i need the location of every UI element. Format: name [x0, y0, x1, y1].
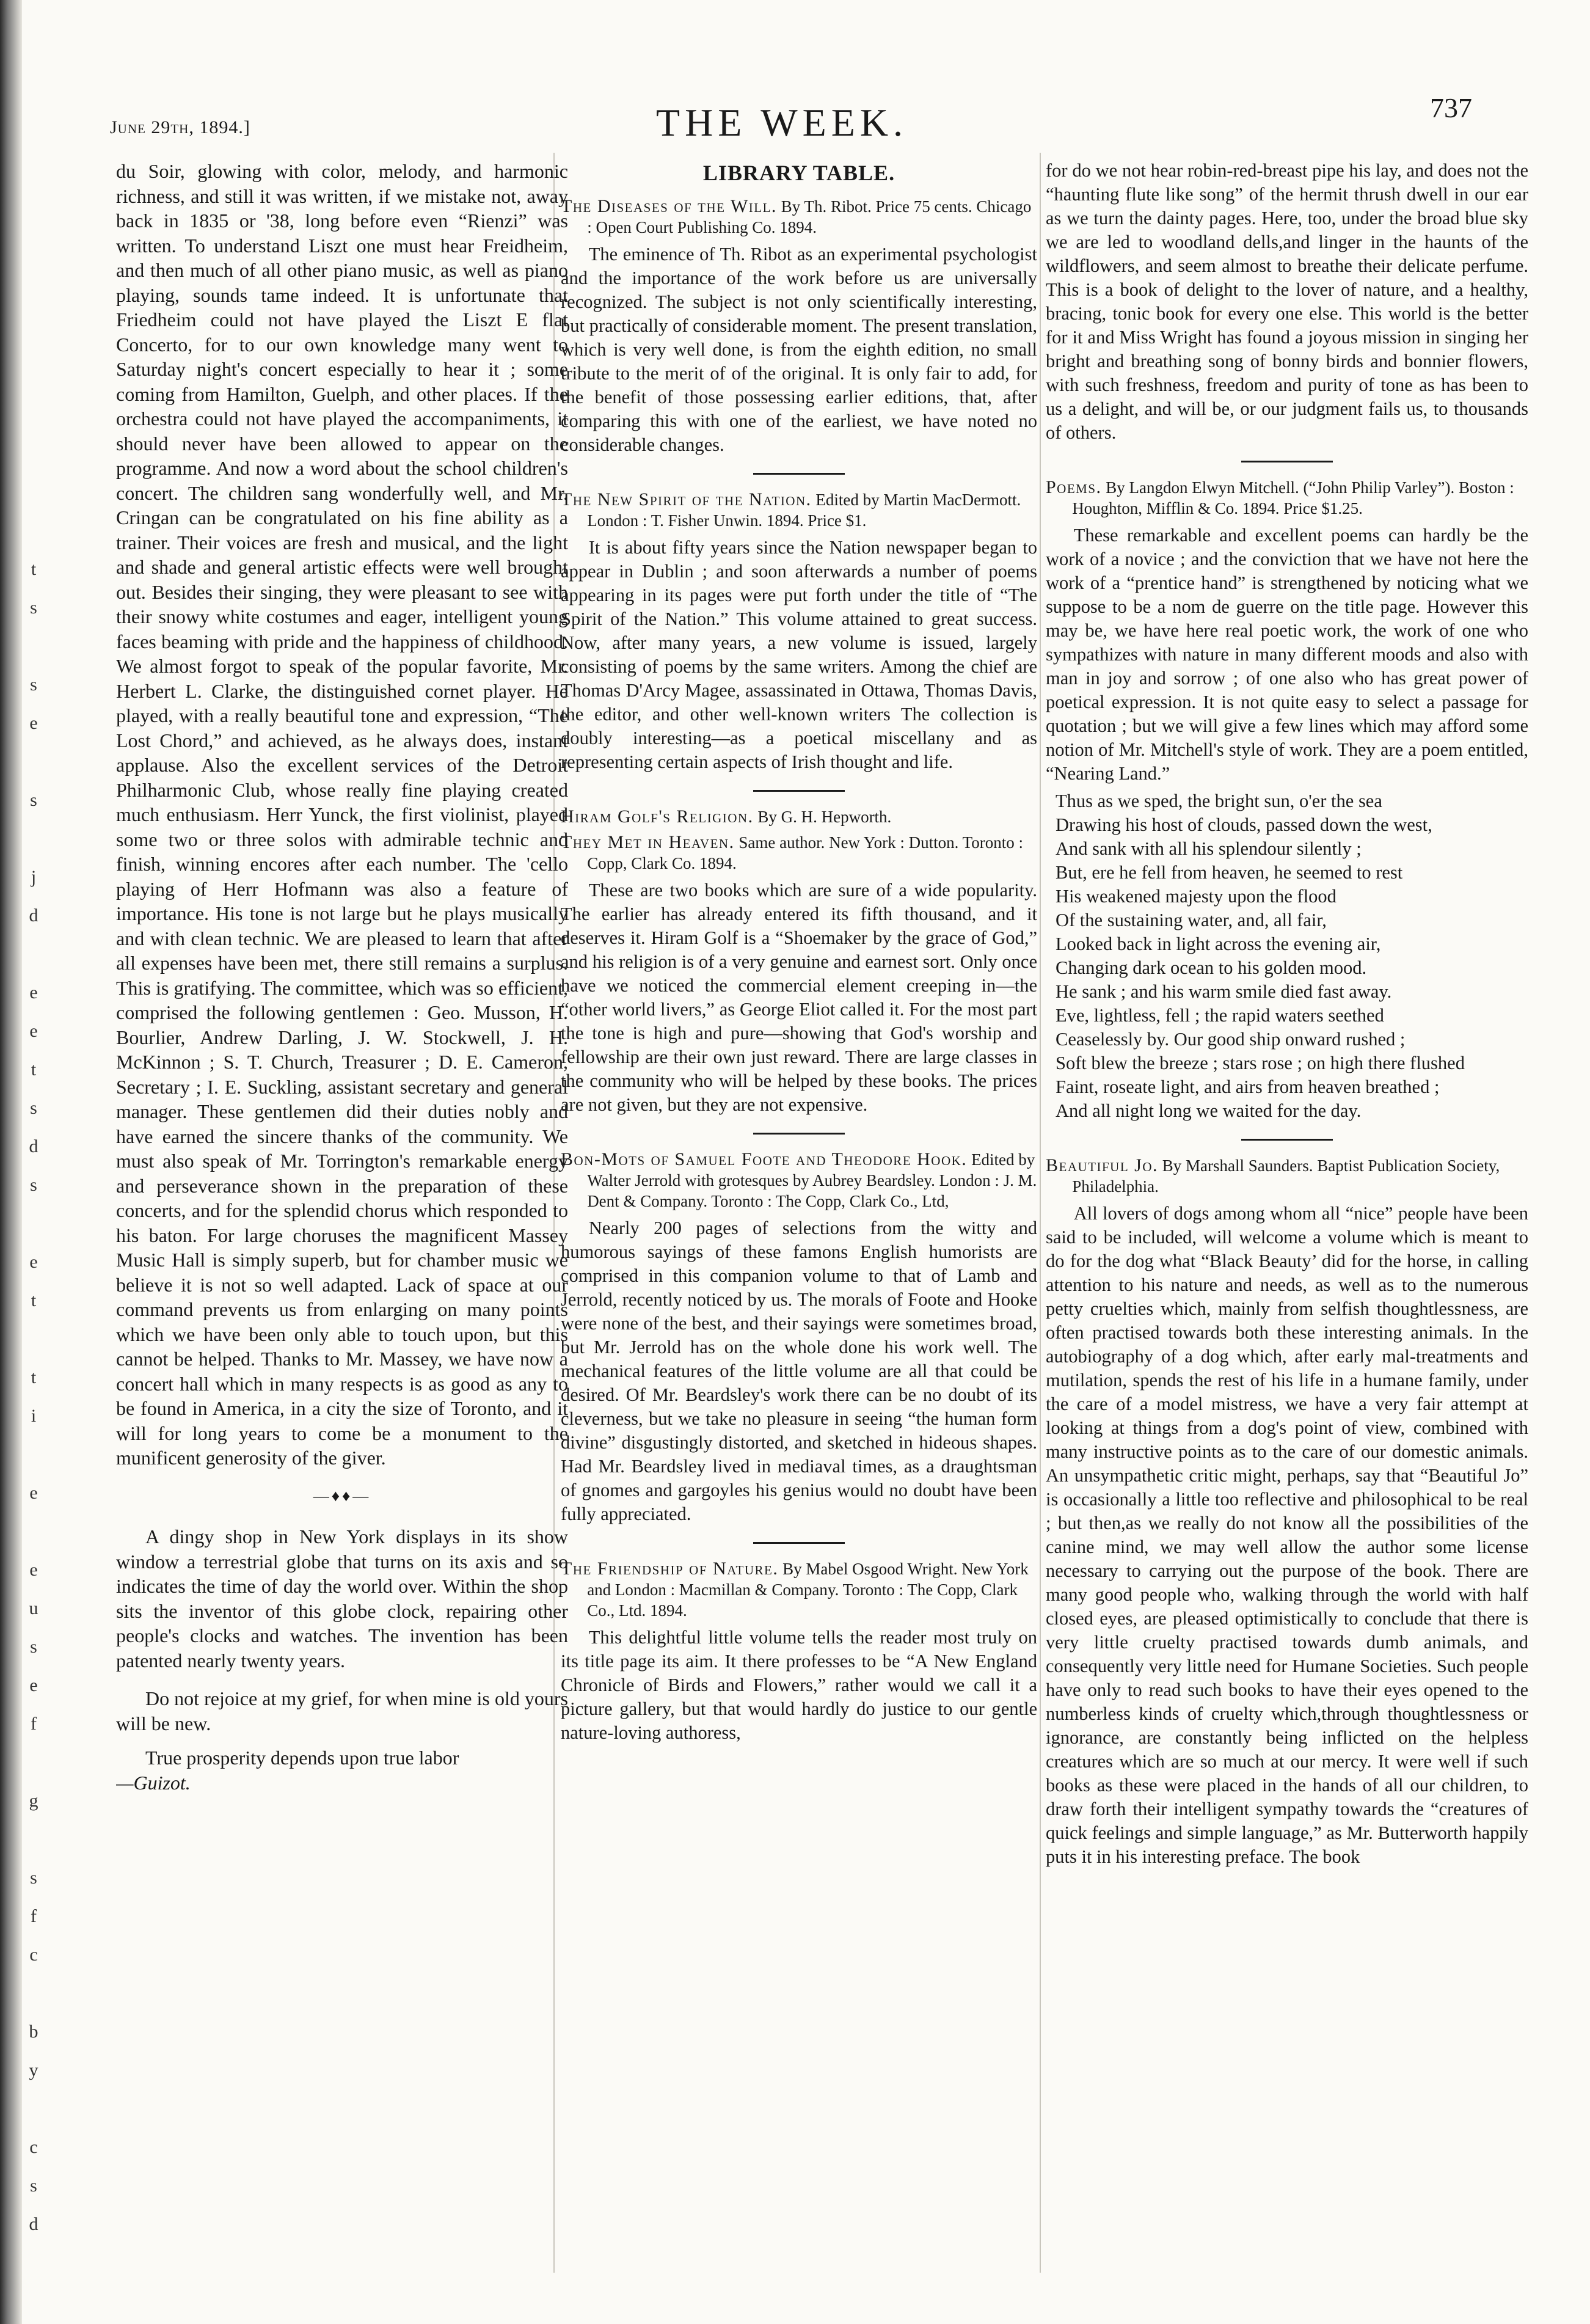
- margin-letter: s: [30, 1175, 37, 1195]
- margin-letter: [24, 1435, 43, 1474]
- margin-letter: [24, 742, 43, 781]
- margin-letter: s: [30, 1868, 37, 1888]
- review-heading: [561, 1149, 1037, 1211]
- divider-rule: [753, 473, 845, 475]
- margin-letter: t: [31, 559, 37, 579]
- poem-excerpt: [1056, 789, 1528, 1123]
- divider-rule: [753, 790, 845, 792]
- review-heading: [1046, 1155, 1528, 1197]
- poem-line: His weakened majesty upon the flood: [1056, 886, 1337, 907]
- review-body: All lovers of dogs among whom all “nice” people have been said to be included, will welcome a volume which is meant to do for the dog what “Black Beauty’ did for the horse, in calling attention to his nature and needs, as well as to the numerous petty cruelties which, mainly from selfish thoughtlessness, are often practised towards both these interesting animals. In the autobiography of a dog which, after early mal-treatments and mutilation, spends the rest of his life in a humane family, under the care of a model mistress, we have a very fair attempt at looking at things from a dog's point of view, combined with many instructive points as to the care of our domestic animals. An unsympathetic critic might, perhaps, say that “Beautiful Jo” is occasionally a little too reflective and philosophical to be real ; but then,as we really do not know all the possibilities of the canine mind, we may well allow the author some license necessary to carrying out the purpose of the book. There are many good people who, walking through the world with half closed eyes, are pleased optimistically to conclude that there is very little cruelty practised towards dumb animals, and consequently very little need for Humane Societies. Such people have only to read such books to have their eyes opened to the numberless kinds of cruelty which,through thoughtlessness or ignorance, are constantly being inflicted on the helpless creatures which are so much at our mercy. It were well if such books as these were placed in the hands of all our children, to draw forth their intelligent sympathy towards the “creatures of quick feelings and simple language,” as Mr. Butterworth happily puts it in his interesting preface. The book: [1046, 1203, 1528, 1867]
- column-2: [561, 159, 1037, 2297]
- review-heading: [561, 1558, 1037, 1621]
- poem-line: And all night long we waited for the day.: [1056, 1100, 1362, 1121]
- margin-letter: t: [31, 1367, 37, 1387]
- divider-rule: [753, 1542, 845, 1544]
- divider-rule: [1241, 1139, 1333, 1141]
- globe-clock-paragraph: A dingy shop in New York displays in its show window a terrestrial globe that turns on its axis and so indicates the time of day the world over. Within the shop sits the inventor of this globe clock, repairing other people's clocks and watches. The invention has been patented nearly twenty years.: [116, 1526, 568, 1672]
- quote-paragraph: True prosperity depends upon true labor: [145, 1747, 459, 1769]
- margin-letter: d: [29, 1136, 38, 1157]
- margin-letter: s: [30, 790, 37, 810]
- section-title: LIBRARY TABLE.: [702, 161, 895, 185]
- poem-line: And sank with all his splendour silently ;: [1056, 838, 1362, 859]
- margin-letter: e: [29, 1021, 38, 1041]
- poem-line: Ceaselessly by. Our good ship onward rushed ;: [1056, 1029, 1406, 1050]
- margin-letter: f: [31, 1906, 37, 1926]
- book-title: They Met in Heaven.: [561, 832, 735, 852]
- divider-rule: [753, 1133, 845, 1135]
- margin-letter: y: [29, 2060, 38, 2080]
- review-heading: [561, 489, 1037, 531]
- book-title: The Friendship of Nature.: [561, 1558, 779, 1579]
- column-3: [1046, 159, 1528, 2297]
- book-title: The Diseases of the Will.: [561, 196, 777, 216]
- margin-letter: [24, 1974, 43, 2012]
- margin-letter: [24, 2089, 43, 2128]
- masthead-title: THE WEEK.: [655, 101, 908, 144]
- margin-letter: [24, 819, 43, 858]
- book-meta: By Langdon Elwyn Mitchell. (“John Philip Varley”). Boston : Houghton, Mifflin & Co. 1894. Price $1.25.: [1072, 478, 1514, 517]
- book-meta: Same author. New York : Dutton. Toronto : Copp, Clark Co. 1894.: [587, 833, 1023, 872]
- margin-letter: e: [29, 713, 38, 733]
- book-title: Beautiful Jo.: [1046, 1155, 1159, 1175]
- review-heading: [1046, 477, 1528, 519]
- margin-letter: [24, 1820, 43, 1858]
- review-heading: [561, 196, 1037, 238]
- poem-line: He sank ; and his warm smile died fast away.: [1056, 981, 1392, 1002]
- review-body: Nearly 200 pages of selections from the witty and humorous sayings of these famons English humorists are comprised in this companion volume to that of Lamb and Jerrold, recently noticed by us. The morals of Foote and Hooke were none of the best, and their sayings were sometimes broad, but Mr. Jerrold has on the whole done his work well. The mechanical features of the little volume are all that could be desired. Of Mr. Beardsley's work there can be no doubt of its cleverness, but we take no pleasure in seeing “the human form divine” disgustingly distorted, and sketched in hideous shapes. Had Mr. Beardsley lived in mediaval times, as a draughtsman of gnomes and gargoyles his genius would no doubt have been fully appreciated.: [561, 1218, 1037, 1524]
- book-meta: By G. H. Hepworth.: [757, 808, 892, 826]
- margin-letter: [24, 1743, 43, 1781]
- review-body: It is about fifty years since the Nation newspaper began to appear in Dublin ; and soon afterwards a number of poems appearing in its pages were put forth under the title of “The Spirit of the Nation.” This volume attained to great success. Now, after many years, a new volume is issued, largely consisting of poems by the same writers. Among the chief are Thomas D'Arcy Magee, assassinated in Ottawa, Thomas Davis, the editor, and other well-known writers The collection is doubly interesting—as a poetical miscellany and as representing certain aspects of Irish thought and life.: [561, 537, 1037, 772]
- margin-letter: f: [31, 1714, 37, 1734]
- margin-letter: s: [30, 1098, 37, 1118]
- book-meta: By Marshall Saunders. Baptist Publication Society, Philadelphia.: [1072, 1157, 1500, 1196]
- poem-line: Thus as we sped, the bright sun, o'er the sea: [1056, 791, 1382, 811]
- section-ornament: —♦♦—: [313, 1486, 371, 1505]
- quote-attribution: —Guizot.: [116, 1771, 191, 1794]
- margin-letter: i: [31, 1406, 37, 1426]
- margin-letter: j: [31, 867, 37, 887]
- review-body: These remarkable and excellent poems can hardly be the work of a novice ; and the conviction that we have not here the work of a “prentice hand” is strengthened by noticing what we suppose to be a nom de guerre on the title page. However this may be, we have here real poetic work, the work of one who sympathizes with nature in many different moods and also with man in joy and sorrow ; of one also who has great power of poetical expression. It is not quite easy to select a passage for quotation ; but we will give a few lines which may afford some notion of Mr. Mitchell's style of work. They are a poem entitled, “Nearing Land.”: [1046, 525, 1528, 784]
- margin-letter: e: [29, 1252, 38, 1272]
- margin-letter: e: [29, 1675, 38, 1695]
- music-review-paragraph: du Soir, glowing with color, melody, and harmonic richness, and still it was written, if we mistake not, away back in 1835 or '38, long before even “Rienzi” was written. To understand Liszt one must hear Freidheim, and then much of all other piano music, as well as piano playing, sounds tame indeed. It is unfortunate that Friedheim could not have played the Liszt E flat Concerto, for to our own knowledge many went to Saturday night's concert especially to hear it ; some coming from Hamilton, Guelph, and other places. If the orchestra could not have played the accompaniments, it should never have been allowed to appear on the programme. And now a word about the school children's concert. The children sang wonderfully well, and Mr. Cringan can be congratulated on his fine ability as a trainer. Their voices are fresh and musical, and the light and shade and general artistic effects were well brought out. Besides their singing, they were pleasant to see with their snowy white costumes and eager, intelligent young faces beaming with pride and the happiness of childhood. We almost forgot to speak of the popular favorite, Mr. Herbert L. Clarke, the distinguished cornet player. He played, with a really beautiful tone and expression, “The Lost Chord,” and achieved, as he always does, instant applause. Also the excellent services of the Detroit Philharmonic Club, whose really fine playing created much enthusiasm. Herr Yunck, the first violinist, played some two or three solos with admirable technic and finish, winning encores after each number. The 'cello playing of Herr Hofmann was also a feature of importance. His tone is not large but he plays musically and with clean technic. We are pleased to learn that after all expenses have been met, there still remains a surplus. This is gratifying. The committee, which was so efficient, comprised the following gentlemen : Geo. Musson, H. Bourlier, Andrew Darling, J. W. Stockwell, J. H. McKinnon ; S. T. Church, Treasurer ; D. E. Cameron, Secretary ; I. E. Suckling, assistant secretary and general manager. These gentlemen did their duties nobly and have earned the sincere thanks of the community. We must also speak of Mr. Torrington's remarkable energy and perseverance shown in the preparation of these concerts, and for the splendid chorus which responded to his baton. For large choruses the magnificent Massey Music Hall is simply superb, but for chamber music we believe it is not so well adapted. Lack of space at our command prevents us from enlarging on many points which we have been only able to touch upon, but this cannot be helped. Thanks to Mr. Massey, we have now a concert hall which in many respects is as good as any to be found in America, in a city the size of Toronto, and it will for long years to come be a monument to the munificent generosity of the giver.: [116, 160, 568, 1469]
- review-body: The eminence of Th. Ribot as an experimental psychologist and the importance of the work before us are universally recognized. The subject is not only scientifically interesting, but practically of considerable moment. The present translation, which is very well done, is from the eighth edition, no small tribute to the merit of of the original. It is only fair to add, for the benefit of those possessing earlier editions, that, after comparing this with one of the earliest, we have noted no considerable changes.: [561, 244, 1037, 455]
- margin-letter: [24, 1320, 43, 1358]
- margin-letter: t: [31, 1290, 37, 1310]
- margin-letter: s: [30, 1637, 37, 1657]
- book-title: Bon-Mots of Samuel Foote and Theodore Hook.: [561, 1149, 968, 1169]
- divider-rule: [1241, 461, 1333, 462]
- book-title: The New Spirit of the Nation.: [561, 489, 812, 510]
- margin-letter: u: [29, 1598, 38, 1618]
- book-title: Poems.: [1046, 477, 1102, 497]
- poem-line: Looked back in light across the evening air,: [1056, 934, 1381, 954]
- column-1: [116, 159, 568, 2297]
- poem-line: Eve, lightless, fell ; the rapid waters seethed: [1056, 1005, 1384, 1026]
- book-meta: Edited by Walter Jerrold with grotesques by Aubrey Beardsley. London : J. M. Dent & Company. Toronto : The Copp, Clark Co., Ltd,: [587, 1150, 1037, 1210]
- margin-letter: b: [29, 2022, 38, 2042]
- margin-letter: [24, 935, 43, 973]
- book-title: Hiram Golf's Religion.: [561, 806, 754, 827]
- margin-letter: [24, 1204, 43, 1243]
- review-continuation: for do we not hear robin-red-breast pipe his lay, and does not the “haunting flute like song” of the hermit thrush dwell in our ear as we turn the dainty pages. Here, too, under the broad blue sky we are led to woodland dells,and linger in the haunts of the wildflowers, and seem almost to breathe their delicate perfume. This is a book of delight to the lover of nature, and a healthy, bracing, tonic book for every one else. This world is the better for it and Miss Wright has found a joyous mission in singing her bright and breathing song of bonny birds and bonnier flowers, with such freshness, freedom and purity of tone as has been to us a delight, and will be, or our judgment fails us, to thousands of others.: [1046, 160, 1528, 443]
- margin-letter: s: [30, 674, 37, 695]
- poem-line: Changing dark ocean to his golden mood.: [1056, 957, 1367, 978]
- margin-letter: d: [29, 2214, 38, 2234]
- review-heading: [561, 832, 1037, 874]
- margin-letter: e: [29, 982, 38, 1003]
- margin-letter: d: [29, 905, 38, 926]
- book-meta: By Mabel Osgood Wright. New York and London : Macmillan & Company. Toronto : The Copp, Clark Co., Ltd. 1894.: [587, 1560, 1029, 1620]
- review-body: These are two books which are sure of a wide popularity. The earlier has already entered its fifth thousand, and it deserves it. Hiram Golf is a “Shoemaker by the grace of God,” and his religion is of a very genuine and earnest sort. Only once have we noticed the commercial element creeping in—the “other world livers,” as George Eliot called it. For the most part the tone is high and pure—showing that God's worship and fellowship are their own just reward. There are large classes in the community who will be helped by these books. The prices are not given, but they are not expensive.: [561, 880, 1037, 1115]
- poem-line: Of the sustaining water, and, all fair,: [1056, 910, 1327, 930]
- issue-date: June 29th, 1894.]: [110, 117, 250, 137]
- page-number: 737: [1430, 92, 1472, 123]
- margin-letter: s: [30, 2176, 37, 2196]
- review-body: This delightful little volume tells the reader most truly on its title page its aim. It there professes to be “A New England Chronicle of Birds and Flowers,” rather would we call it a picture gallery, but that would hardly do justice to our gentle nature-loving authoress,: [561, 1627, 1037, 1743]
- book-meta: By Th. Ribot. Price 75 cents. Chicago : Open Court Publishing Co. 1894.: [587, 197, 1032, 236]
- margin-letter: s: [30, 597, 37, 618]
- margin-letter: c: [29, 2137, 38, 2157]
- column-rule: [1040, 153, 1041, 2273]
- margin-fragment-letters: [24, 550, 43, 2243]
- margin-letter: [24, 1512, 43, 1551]
- margin-letter: e: [29, 1560, 38, 1580]
- proverb-paragraph: Do not rejoice at my grief, for when mine is old yours will be new.: [116, 1687, 568, 1734]
- margin-letter: e: [29, 1483, 38, 1503]
- poem-line: Faint, roseate light, and airs from heaven breathed ;: [1056, 1076, 1440, 1097]
- book-meta: Edited by Martin MacDermott. London : T. Fisher Unwin. 1894. Price $1.: [587, 491, 1021, 530]
- page-header: [92, 92, 1472, 147]
- poem-line: But, ere he fell from heaven, he seemed to rest: [1056, 862, 1403, 883]
- poem-line: Drawing his host of clouds, passed down the west,: [1056, 814, 1432, 835]
- margin-letter: t: [31, 1059, 37, 1080]
- margin-letter: [24, 627, 43, 665]
- margin-letter: g: [29, 1791, 38, 1811]
- margin-letter: c: [29, 1945, 38, 1965]
- poem-line: Soft blew the breeze ; stars rose ; on high there flushed: [1056, 1053, 1465, 1073]
- binding-edge: [0, 0, 22, 2324]
- review-heading: [561, 806, 1037, 827]
